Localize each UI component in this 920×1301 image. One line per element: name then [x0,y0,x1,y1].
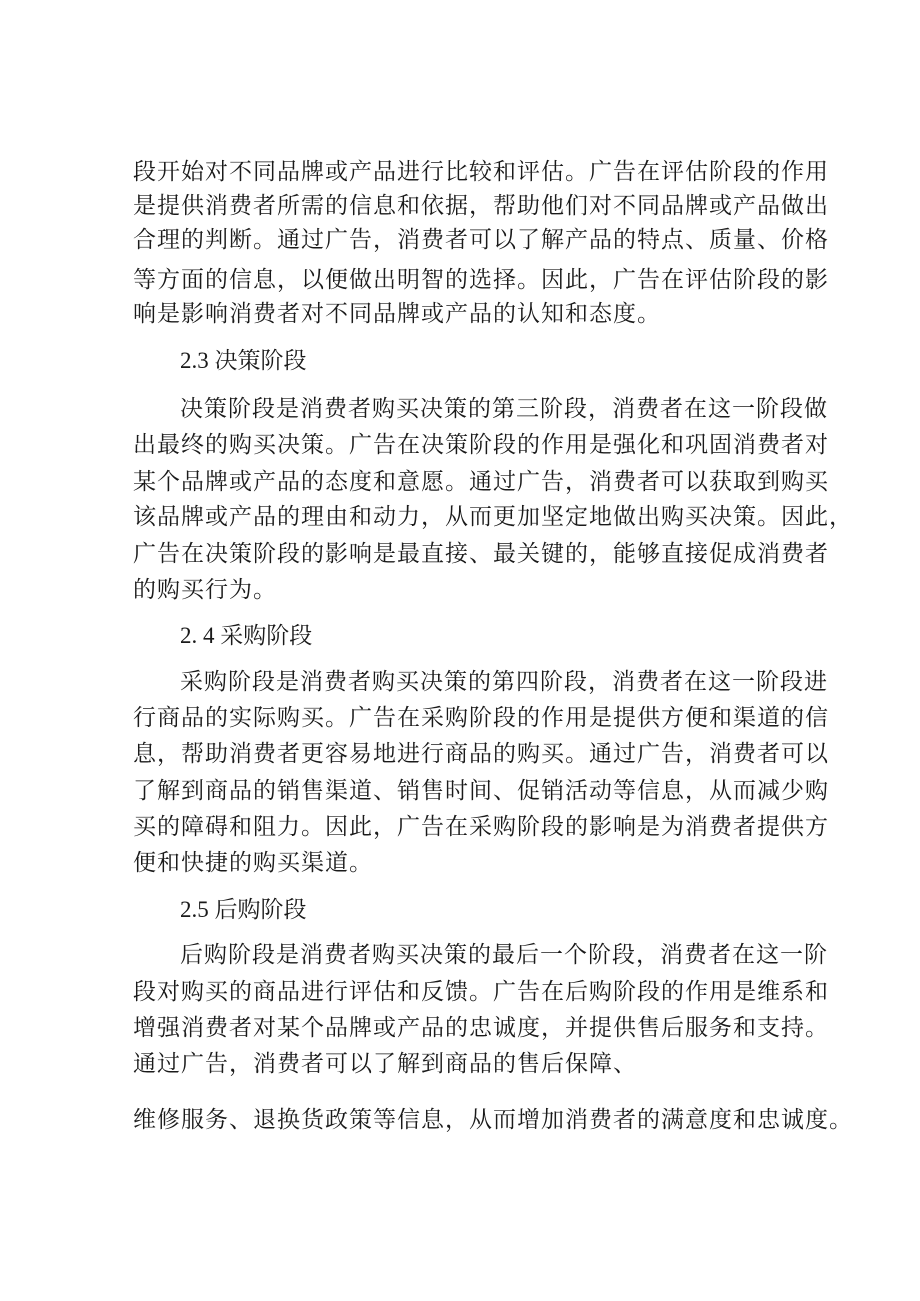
text-line: 增强消费者对某个品牌或产品的忠诚度，并提供售后服务和支持。 [133,1015,829,1041]
text-line: 决策阶段是消费者购买决策的第三阶段，消费者在这一阶段做 [180,396,828,422]
text-line: 采购阶段是消费者购买决策的第四阶段，消费者在这一阶段进 [180,669,828,695]
text-line: 便和快捷的购买渠道。 [133,850,373,876]
section-heading-2-5: 2.5 后购阶段 [180,897,307,922]
text-line: 段对购买的商品进行评估和反馈。广告在后购阶段的作用是维系和 [133,979,829,1005]
text-line: 段开始对不同品牌或产品进行比较和评估。广告在评估阶段的作用 [133,159,829,185]
text-line: 息，帮助消费者更容易地进行商品的购买。通过广告，消费者可以 [133,741,829,767]
text-line: 出最终的购买决策。广告在决策阶段的作用是强化和巩固消费者对 [133,432,829,458]
text-line: 响是影响消费者对不同品牌或产品的认知和态度。 [133,301,661,327]
text-line: 买的障碍和阻力。因此，广告在采购阶段的影响是为消费者提供方 [133,814,829,840]
section-heading-2-4: 2. 4 采购阶段 [180,623,313,648]
text-line: 了解到商品的销售渠道、销售时间、促销活动等信息，从而减少购 [133,778,829,804]
text-line: 合理的判断。通过广告，消费者可以了解产品的特点、质量、价格 [133,227,829,253]
text-line: 广告在决策阶段的影响是最直接、最关键的，能够直接促成消费者 [133,541,829,567]
section-heading-2-3: 2.3 决策阶段 [180,348,307,373]
text-line: 该品牌或产品的理由和动力，从而更加坚定地做出购买决策。因此， [133,504,853,530]
text-line: 是提供消费者所需的信息和依据，帮助他们对不同品牌或产品做出 [133,193,829,219]
text-line: 通过广告，消费者可以了解到商品的售后保障、 [133,1051,637,1077]
text-line: 行商品的实际购买。广告在采购阶段的作用是提供方便和渠道的信 [133,705,829,731]
text-line: 等方面的信息，以便做出明智的选择。因此，广告在评估阶段的影 [133,267,829,293]
text-line: 后购阶段是消费者购买决策的最后一个阶段，消费者在这一阶 [180,942,828,968]
text-line: 维修服务、退换货政策等信息，从而增加消费者的满意度和忠诚度。 [133,1107,853,1133]
text-line: 的购买行为。 [133,577,277,603]
text-line: 某个品牌或产品的态度和意愿。通过广告，消费者可以获取到购买 [133,469,829,495]
